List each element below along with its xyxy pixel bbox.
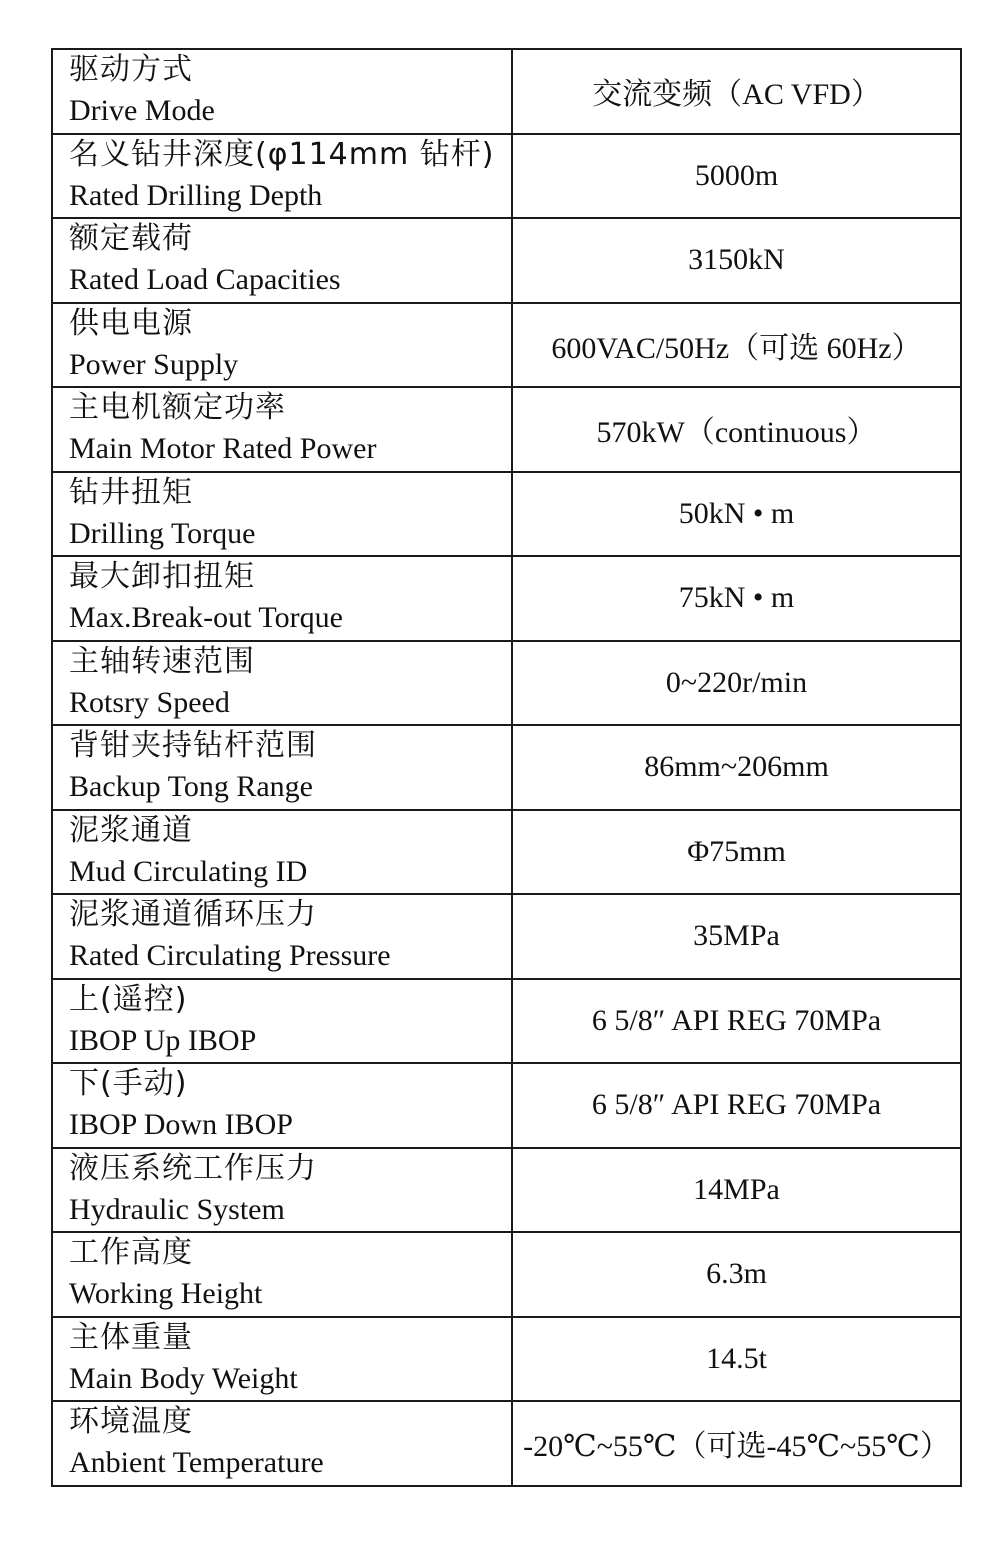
spec-label-en: Mud Circulating ID <box>69 854 308 888</box>
spec-label <box>52 218 512 303</box>
table-row <box>52 49 961 134</box>
spec-value: 14MPa <box>512 1148 961 1233</box>
spec-label-cn: 泥浆通道循环压力 <box>69 897 317 933</box>
spec-label-cn: 额定载荷 <box>69 221 193 257</box>
spec-label-en: IBOP Down IBOP <box>69 1108 293 1142</box>
spec-label-cn: 泥浆通道 <box>69 812 193 848</box>
table-row <box>52 556 961 641</box>
spec-label-en: Main Body Weight <box>69 1361 298 1395</box>
spec-label <box>52 725 512 810</box>
spec-label-cn: 主轴转速范围 <box>69 643 255 679</box>
spec-label-cn: 下(手动) <box>69 1066 188 1102</box>
spec-label-cn: 背钳夹持钻杆范围 <box>69 728 317 764</box>
spec-value: 6.3m <box>512 1232 961 1317</box>
spec-label <box>52 1232 512 1317</box>
spec-value: 14.5t <box>512 1317 961 1402</box>
spec-label <box>52 1148 512 1233</box>
spec-label <box>52 134 512 219</box>
spec-label <box>52 49 512 134</box>
spec-label-en: Main Motor Rated Power <box>69 432 377 466</box>
table-row <box>52 1148 961 1233</box>
spec-value: 5000m <box>512 134 961 219</box>
spec-value: 50kN • m <box>512 472 961 557</box>
spec-label-en: Drive Mode <box>69 94 215 128</box>
spec-label-cn: 驱动方式 <box>69 52 193 88</box>
spec-value: 75kN • m <box>512 556 961 641</box>
table-row <box>52 979 961 1064</box>
spec-label <box>52 1317 512 1402</box>
table-row <box>52 1063 961 1148</box>
spec-value: 3150kN <box>512 218 961 303</box>
table-row <box>52 472 961 557</box>
spec-label-en: Power Supply <box>69 347 239 381</box>
spec-value: 6 5/8″ API REG 70MPa <box>512 1063 961 1148</box>
spec-value: 交流变频（AC VFD） <box>512 49 961 134</box>
spec-label-cn: 工作高度 <box>69 1235 193 1271</box>
table-row <box>52 218 961 303</box>
spec-label-en: Drilling Torque <box>69 516 256 550</box>
table-row <box>52 303 961 388</box>
spec-label <box>52 1401 512 1486</box>
spec-label-en: Max.Break-out Torque <box>69 601 343 635</box>
spec-value: -20℃~55℃（可选-45℃~55℃） <box>512 1401 961 1486</box>
spec-label-cn: 供电电源 <box>69 305 193 341</box>
table-row <box>52 1232 961 1317</box>
spec-label <box>52 1063 512 1148</box>
spec-label <box>52 472 512 557</box>
spec-value: Φ75mm <box>512 810 961 895</box>
spec-label-en: Anbient Temperature <box>69 1446 324 1480</box>
spec-label <box>52 810 512 895</box>
table-row <box>52 1317 961 1402</box>
table-row <box>52 387 961 472</box>
spec-value: 86mm~206mm <box>512 725 961 810</box>
table-row <box>52 641 961 726</box>
spec-label <box>52 979 512 1064</box>
table-row <box>52 725 961 810</box>
table-row <box>52 810 961 895</box>
spec-label-en: IBOP Up IBOP <box>69 1023 257 1057</box>
spec-label-en: Hydraulic System <box>69 1192 285 1226</box>
table-row <box>52 134 961 219</box>
spec-label-cn: 主电机额定功率 <box>69 390 286 426</box>
spec-value: 35MPa <box>512 894 961 979</box>
spec-label-cn: 钻井扭矩 <box>69 474 193 510</box>
spec-label-en: Working Height <box>69 1277 263 1311</box>
spec-label-cn: 最大卸扣扭矩 <box>69 559 255 595</box>
spec-label-cn: 环境温度 <box>69 1404 193 1440</box>
spec-table-body <box>52 49 961 1486</box>
spec-label-en: Rotsry Speed <box>69 685 230 719</box>
spec-label <box>52 894 512 979</box>
spec-table <box>51 48 962 1487</box>
spec-label <box>52 303 512 388</box>
spec-label <box>52 556 512 641</box>
spec-label-en: Rated Load Capacities <box>69 263 341 297</box>
spec-label-en: Rated Circulating Pressure <box>69 939 391 973</box>
spec-label-en: Rated Drilling Depth <box>69 178 323 212</box>
spec-label-en: Backup Tong Range <box>69 770 313 804</box>
spec-label-cn: 上(遥控) <box>69 981 188 1017</box>
spec-value: 6 5/8″ API REG 70MPa <box>512 979 961 1064</box>
spec-label-cn: 液压系统工作压力 <box>69 1150 317 1186</box>
spec-label-cn: 主体重量 <box>69 1319 193 1355</box>
table-row <box>52 894 961 979</box>
spec-value: 0~220r/min <box>512 641 961 726</box>
spec-label <box>52 641 512 726</box>
spec-label-cn: 名义钻井深度(φ114mm 钻杆) <box>69 136 495 172</box>
spec-value: 600VAC/50Hz（可选 60Hz） <box>512 303 961 388</box>
spec-value: 570kW（continuous） <box>512 387 961 472</box>
table-row <box>52 1401 961 1486</box>
spec-label <box>52 387 512 472</box>
